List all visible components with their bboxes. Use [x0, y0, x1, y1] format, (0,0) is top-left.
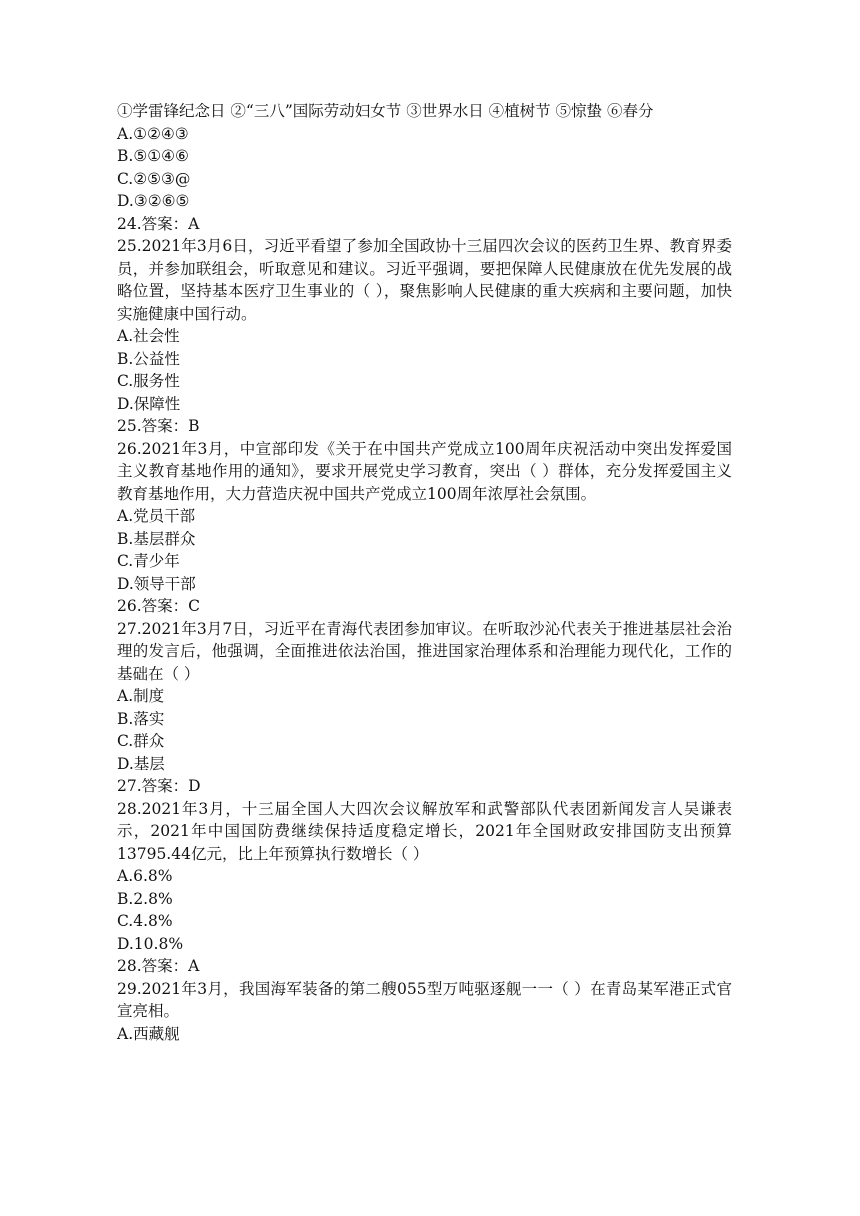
option-a: A.党员干部 — [117, 507, 196, 525]
question-text: 29.2021年3月，我国海军装备的第二艘055型万吨驱逐舰一一（ ）在青岛某军港正式官宣亮相。 — [117, 979, 732, 1020]
option-b: B.2.8% — [117, 889, 173, 908]
question-text: 27.2021年3月7日，习近平在青海代表团参加审议。在听取沙沁代表关于推进基层社会治理的发言后，他强调，全面推进依法治国，推进国家治理体系和治理能力现代化，工作的基础在（ ） — [117, 619, 732, 683]
option-a: A.西藏舰 — [117, 1024, 180, 1043]
option-c: C.群众 — [117, 732, 165, 750]
answer-24: 24.答案：A — [117, 214, 200, 233]
question-26 — [117, 438, 732, 618]
option-d: D.保障性 — [117, 394, 181, 413]
answer-28: 28.答案：A — [117, 957, 200, 975]
option-b: B.⑤①④⑥ — [117, 147, 189, 165]
question-27 — [117, 618, 732, 798]
option-b: B.公益性 — [117, 349, 180, 368]
option-b: B.基层群众 — [117, 529, 196, 548]
option-b: B.落实 — [117, 709, 165, 728]
question-29 — [117, 978, 732, 1046]
option-a: A.社会性 — [117, 327, 180, 345]
answer-25: 25.答案：B — [117, 417, 200, 435]
option-a: A.6.8% — [117, 867, 173, 885]
option-d: D.基层 — [117, 754, 165, 773]
question-text: 28.2021年3月，十三届全国人大四次会议解放军和武警部队代表团新闻发言人吴谦表示，2021年中国国防费继续保持适度稳定增长，2021年全国财政安排国防支出预算13795.44亿元，比上年预算执行数增长（ ） — [117, 799, 732, 863]
option-c: C.青少年 — [117, 552, 180, 570]
option-a: A.①②④③ — [117, 124, 189, 143]
option-a: A.制度 — [117, 687, 165, 705]
question-text: 25.2021年3月6日，习近平看望了参加全国政协十三届四次会议的医药卫生界、教育界委员，并参加联组会，听取意见和建议。习近平强调，要把保障人民健康放在优先发展的战略位置，坚持基本医疗卫生事业的（ ），聚焦影响人民健康的重大疾病和主要问题，加快实施健康中国行动。 — [117, 237, 732, 323]
option-c: C.服务性 — [117, 372, 180, 390]
answer-26: 26.答案：C — [117, 597, 201, 615]
answer-27: 27.答案：D — [117, 777, 201, 795]
intro-line: ①学雷锋纪念日 ②“三八”国际劳动妇女节 ③世界水日 ④植树节 ⑤惊蛰 ⑥春分 — [117, 102, 654, 120]
option-c: C.4.8% — [117, 912, 173, 930]
option-d: D.领导干部 — [117, 574, 196, 593]
option-d: D.10.8% — [117, 934, 184, 953]
question-text: 26.2021年3月，中宣部印发《关于在中国共产党成立100周年庆祝活动中突出发挥爱国主义教育基地作用的通知》，要求开展党史学习教育，突出（ ）群体，充分发挥爱国主义教育基地作用，大力营造庆祝中国共产党成立100周年浓厚社会氛围。 — [117, 439, 732, 503]
question-28 — [117, 798, 732, 978]
question-24-options — [117, 123, 732, 213]
question-25 — [117, 235, 732, 438]
option-c: C.②⑤③@ — [117, 169, 191, 188]
option-d: D.③②⑥⑤ — [117, 192, 190, 210]
